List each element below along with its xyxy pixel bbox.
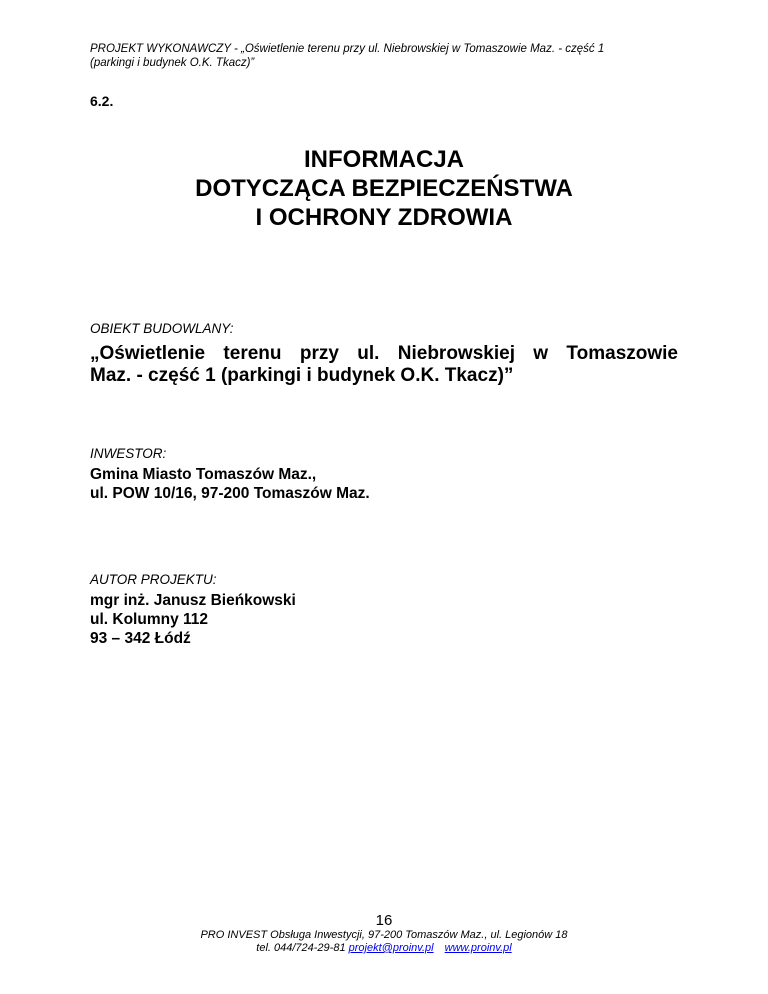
author-city: 93 – 342 Łódź — [90, 630, 191, 647]
page-number: 16 — [375, 912, 393, 929]
investor-name: Gmina Miasto Tomaszów Maz., — [90, 466, 317, 483]
author-street: ul. Kolumny 112 — [90, 611, 209, 628]
running-header-line-1: PROJEKT WYKONAWCZY - „Oświetlenie terenu przy ul. Niebrowskiej w Tomaszowie Maz. - część 1 — [90, 43, 605, 55]
footer-website-link[interactable]: www.proinv.pl — [444, 942, 512, 954]
author-name: mgr inż. Janusz Bieńkowski — [90, 592, 296, 609]
author-label: AUTOR PROJEKTU: — [90, 572, 217, 587]
main-title-line-1: INFORMACJA — [304, 146, 464, 173]
footer-phone: tel. 044/724-29-81 — [256, 942, 346, 954]
main-title — [90, 145, 678, 232]
investor-label: INWESTOR: — [90, 446, 167, 461]
footer-contact-line — [0, 942, 768, 955]
page-footer — [0, 929, 768, 955]
section-number: 6.2. — [90, 93, 114, 109]
running-header — [90, 42, 690, 70]
footer-company-line: PRO INVEST Obsługa Inwestycji, 97-200 Tomaszów Maz., ul. Legionów 18 — [200, 929, 568, 941]
running-header-line-2: (parkingi i budynek O.K. Tkacz)” — [90, 57, 255, 69]
building-name-line-2: Maz. - część 1 (parkingi i budynek O.K. Tkacz)” — [90, 365, 514, 386]
main-title-line-2: DOTYCZĄCA BEZPIECZEŃSTWA — [195, 175, 573, 202]
author-details — [90, 591, 678, 648]
investor-address: ul. POW 10/16, 97-200 Tomaszów Maz. — [90, 485, 370, 502]
building-name — [90, 343, 678, 387]
investor-details — [90, 465, 678, 503]
main-title-line-3: I OCHRONY ZDROWIA — [255, 204, 513, 231]
building-label: OBIEKT BUDOWLANY: — [90, 321, 234, 336]
footer-email-link[interactable]: projekt@proinv.pl — [348, 942, 434, 954]
building-name-line-1: „Oświetlenie terenu przy ul. Niebrowskiej w Tomaszowie — [90, 343, 678, 364]
